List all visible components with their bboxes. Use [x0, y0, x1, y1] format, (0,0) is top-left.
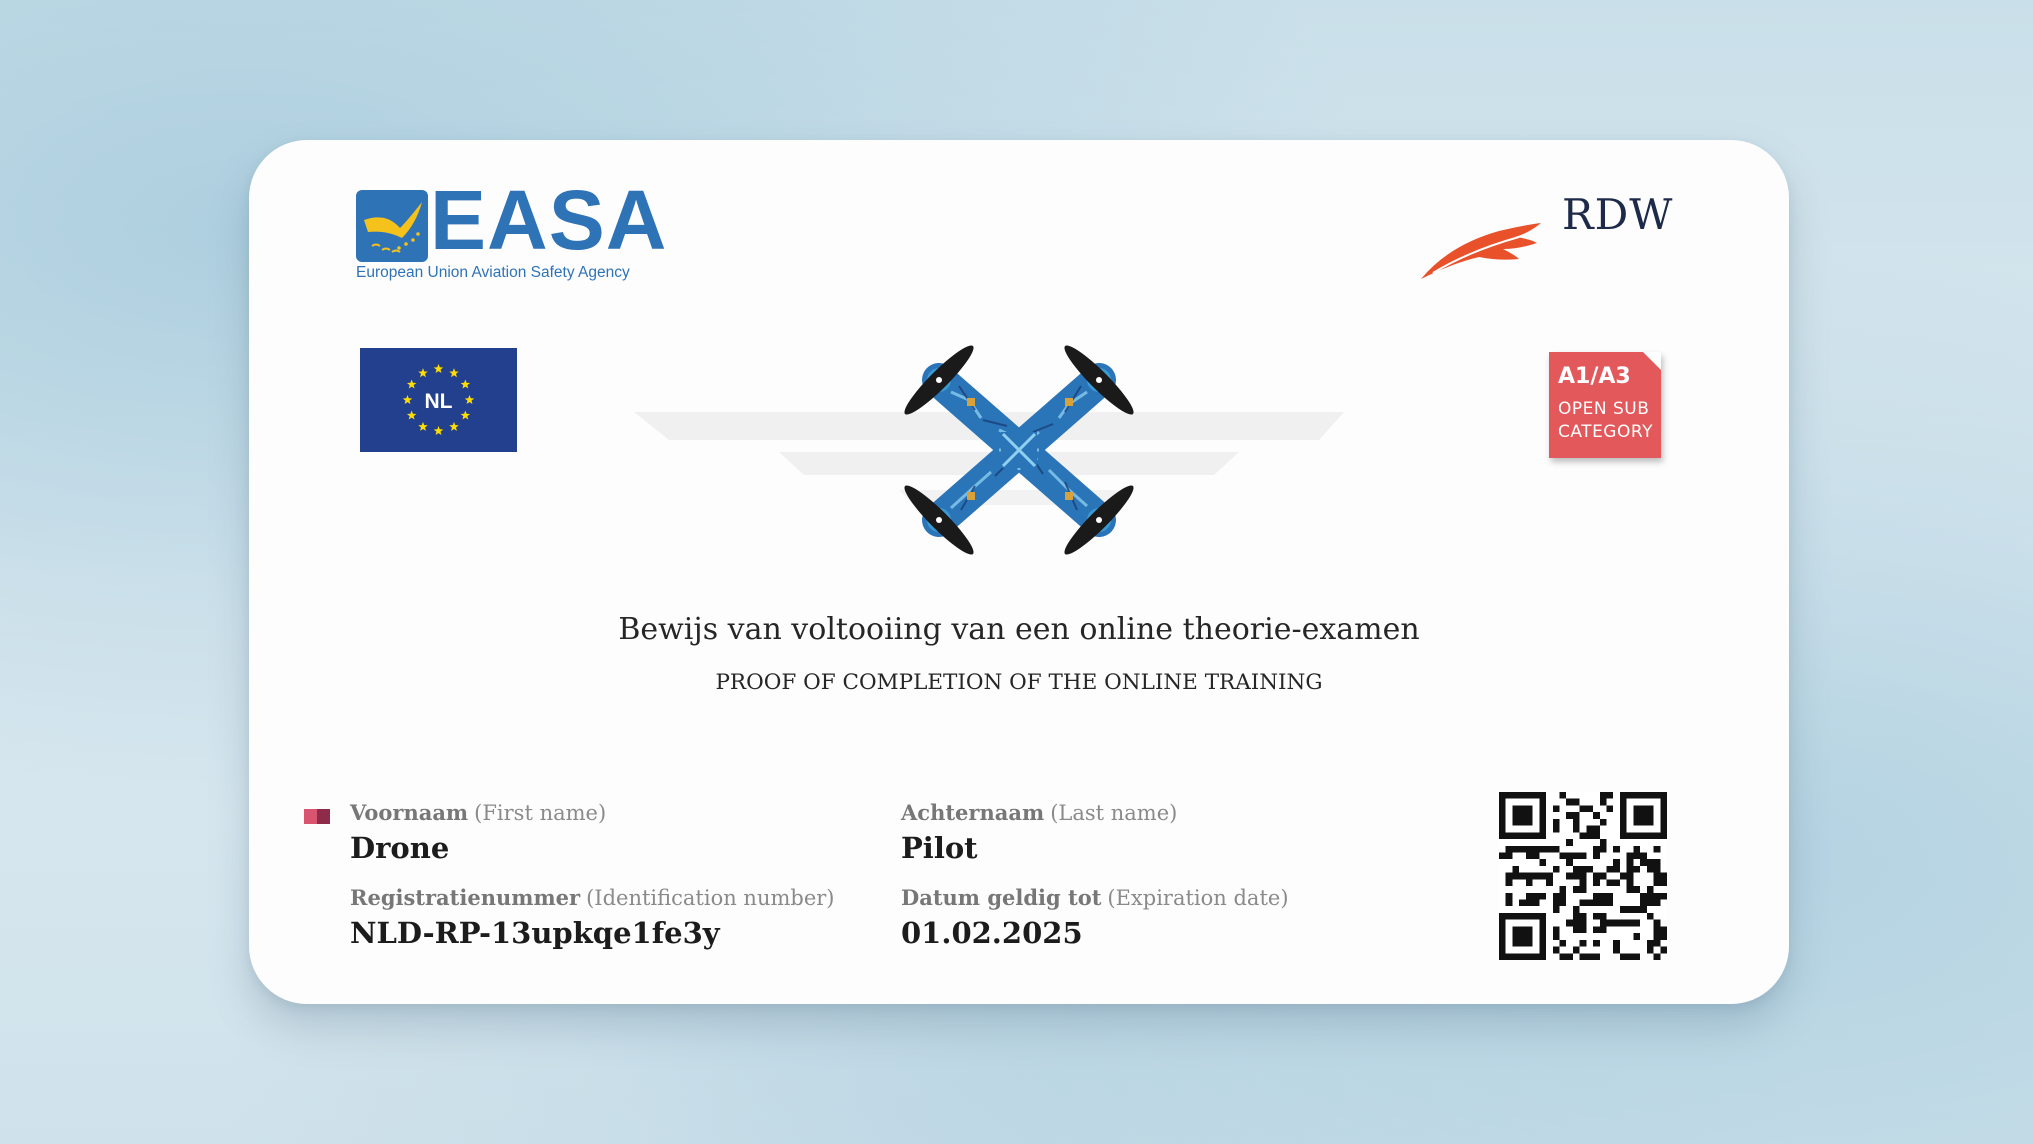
certificate-title-english: PROOF OF COMPLETION OF THE ONLINE TRAINING — [715, 670, 1323, 695]
registration-value: NLD-RP-13upkqe1fe3y — [350, 916, 720, 950]
certificate-title-dutch: Bewijs van voltooiing van een online theorie-examen — [618, 612, 1420, 647]
last-name-label-nl: Achternaam — [901, 800, 1045, 825]
drone-icon — [629, 300, 1409, 580]
category-badge — [1549, 352, 1661, 458]
registration-label-en: (Identification number) — [586, 886, 835, 910]
eu-flag-icon — [360, 348, 517, 452]
badge-fold — [1643, 352, 1661, 370]
category-line-1: OPEN SUB — [1558, 399, 1650, 419]
easa-logo — [356, 173, 668, 290]
certificate-card — [249, 140, 1789, 1004]
category-subtitle — [1558, 398, 1653, 444]
easa-bird-icon — [356, 190, 428, 262]
last-name-field — [901, 800, 1177, 865]
category-line-2: CATEGORY — [1558, 422, 1653, 442]
expiry-value: 01.02.2025 — [901, 916, 1083, 950]
country-code: NL — [424, 390, 453, 413]
last-name-label-en: (Last name) — [1050, 801, 1178, 825]
rdw-logo — [1419, 190, 1674, 290]
expiry-label — [901, 885, 1289, 910]
first-name-label-en: (First name) — [474, 801, 607, 825]
first-name-field — [350, 800, 606, 865]
easa-subtitle: European Union Aviation Safety Agency — [356, 264, 630, 281]
first-name-label — [350, 800, 606, 825]
registration-label-nl: Registratienummer — [350, 885, 581, 910]
expiry-field — [901, 885, 1289, 950]
expiry-label-en: (Expiration date) — [1107, 886, 1289, 910]
first-name-value: Drone — [350, 831, 450, 865]
expiry-label-nl: Datum geldig tot — [901, 885, 1102, 910]
category-title: A1/A3 — [1558, 364, 1631, 389]
easa-wordmark: EASA — [430, 173, 668, 267]
qr-code-icon — [1499, 792, 1667, 960]
registration-label — [350, 885, 835, 910]
registration-field — [350, 885, 835, 950]
last-name-value: Pilot — [901, 831, 978, 865]
last-name-label — [901, 800, 1177, 825]
first-name-label-nl: Voornaam — [350, 800, 469, 825]
nl-ribbon-icon — [304, 809, 330, 824]
rdw-wordmark: RDW — [1562, 190, 1674, 239]
rdw-wing-icon — [1419, 215, 1544, 283]
